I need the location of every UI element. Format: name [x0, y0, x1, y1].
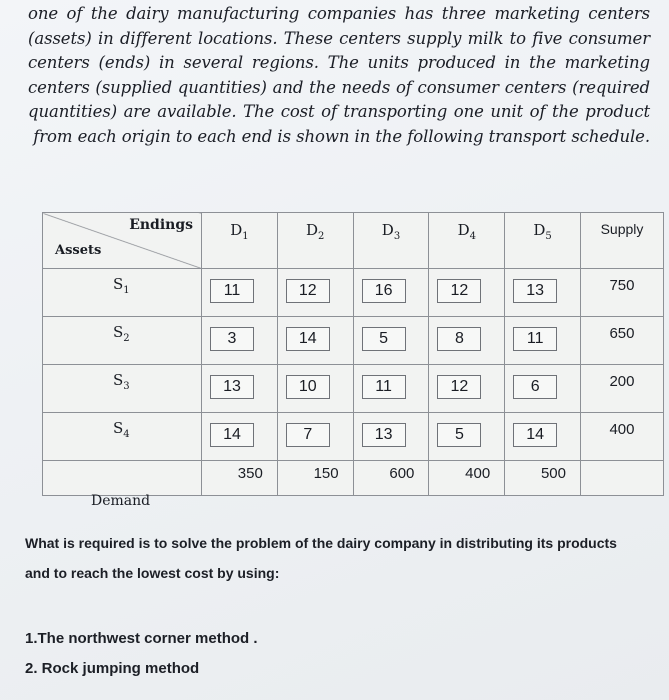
cost-cell [202, 413, 278, 461]
demand-value: 150 [277, 461, 353, 496]
cost-cell [353, 365, 429, 413]
table-row [43, 413, 664, 461]
cost-cell [277, 365, 353, 413]
dest-header-d1: $D_1$ [202, 213, 278, 269]
cost-value: 16 [362, 279, 406, 303]
cost-cell [353, 317, 429, 365]
cost-cell [429, 269, 505, 317]
cost-value: 11 [210, 279, 254, 303]
source-label-s2: $S_2$ [43, 317, 202, 365]
dest-header-d2: $D_2$ [277, 213, 353, 269]
source-label-s4: $S_4$ [43, 413, 202, 461]
demand-value: 600 [353, 461, 429, 496]
demand-row [43, 461, 664, 496]
table-row [43, 317, 664, 365]
cost-value: 8 [437, 327, 481, 351]
dest-header-d3: $D_3$ [353, 213, 429, 269]
cost-cell [277, 269, 353, 317]
supply-value: 200 [580, 365, 663, 413]
cost-cell [202, 365, 278, 413]
cost-cell [505, 317, 581, 365]
cost-value: 12 [437, 279, 481, 303]
cost-value: 3 [210, 327, 254, 351]
cost-value: 7 [286, 423, 330, 447]
cost-cell [505, 269, 581, 317]
cost-value: 10 [286, 375, 330, 399]
cost-value: 12 [437, 375, 481, 399]
transport-table [42, 212, 664, 509]
cost-value: 14 [286, 327, 330, 351]
cost-value: 6 [513, 375, 557, 399]
source-label-s3: $S_3$ [43, 365, 202, 413]
table-row [43, 365, 664, 413]
cost-cell [429, 413, 505, 461]
cost-cell [277, 317, 353, 365]
endings-label: Endings [129, 217, 193, 233]
cost-cell [202, 269, 278, 317]
cost-cell [505, 413, 581, 461]
methods-list [25, 624, 258, 684]
cost-cell [277, 413, 353, 461]
supply-value: 400 [580, 413, 663, 461]
dest-header-d5: $D_5$ [505, 213, 581, 269]
cost-value: 12 [286, 279, 330, 303]
supply-value: 750 [580, 269, 663, 317]
empty-cell [580, 461, 663, 496]
header-row [43, 213, 664, 269]
cost-value: 5 [362, 327, 406, 351]
cost-cell [353, 413, 429, 461]
cost-value: 14 [513, 423, 557, 447]
problem-statement: one of the dairy manufacturing companies has three marketing centers (assets) in different locations. These centers supply milk to five consumer centers (ends) in several regions. The units produced in the marketing centers (supplied quantities) and the needs of consumer centers (required quantities) are available. The cost of transporting one unit of the product from each origin to each end is shown in the following transport schedule. [28, 4, 650, 146]
cost-cell [429, 365, 505, 413]
cost-cell [202, 317, 278, 365]
cost-value: 13 [210, 375, 254, 399]
supply-header: Supply [580, 213, 663, 269]
method-northwest-corner: 1.The northwest corner method . [25, 630, 258, 647]
dest-header-d4: $D_4$ [429, 213, 505, 269]
cost-value: 5 [437, 423, 481, 447]
supply-value: 650 [580, 317, 663, 365]
cost-cell [505, 365, 581, 413]
cost-value: 13 [513, 279, 557, 303]
cost-cell [353, 269, 429, 317]
question-text: What is required is to solve the problem of the dairy company in distributing its products and to reach the lowest cost by using: [25, 535, 617, 581]
source-label-s1: $S_1$ [43, 269, 202, 317]
demand-value: 400 [429, 461, 505, 496]
cost-cell [429, 317, 505, 365]
cost-value: 14 [210, 423, 254, 447]
cost-value: 13 [362, 423, 406, 447]
cost-value: 11 [513, 327, 557, 351]
table-row [43, 269, 664, 317]
cost-value: 11 [362, 375, 406, 399]
assets-label: Assets [55, 243, 102, 258]
demand-value: 500 [505, 461, 581, 496]
demand-value: 350 [202, 461, 278, 496]
demand-label: Demand [43, 461, 202, 496]
corner-cell [43, 213, 202, 269]
method-stepping-stone: 2. Rock jumping method [25, 660, 200, 677]
